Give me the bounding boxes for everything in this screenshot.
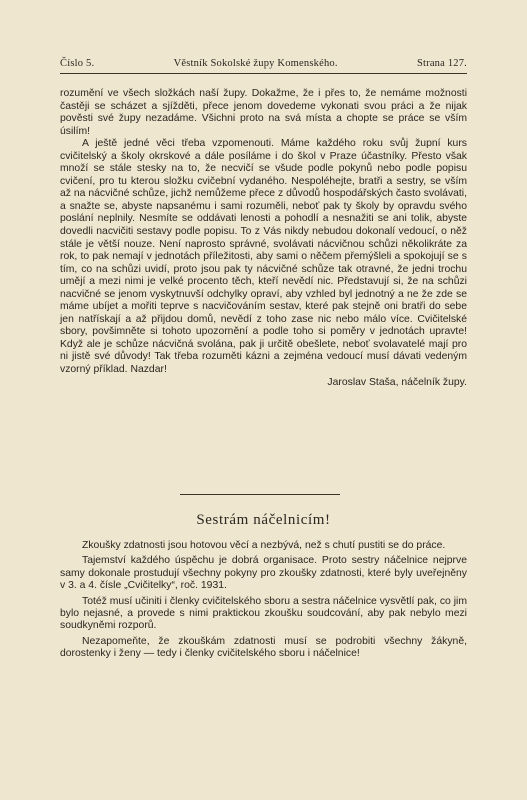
paragraph: rozumění ve všech složkách naší župy. Dokažme, že i přes to, že nemáme možnosti častěji se scházet a sjížděti, přece jenom dovedeme vykonati svou práci a že nijak pověsti své župy nezadáme. Všichni proto na svá místa a chopte se práce se vším úsilím! — [60, 88, 467, 137]
paragraph: A ještě jedné věci třeba vzpomenouti. Máme každého roku svůj župní kurs cvičitelský a školy okrskové a dále posíláme i do škol v Praze účastníky. Přesto však množí se stále stesky na to, že necvičí se všude podle pokynů nebo podle popisu cvičení, pro tu kterou složku cvičební vydaného. Nespoléhejte, bratři a sestry, se vším až na nácvičné schůze, jichž nemůžeme přece z důvodů hospodářských často svolávati, a snažte se, abyste napsanému i sami rozuměli, neboť pak ty školy by opravdu svého poslání neplnily. Nesmíte se oddávati lenosti a pohodlí a nesnažiti se ani tolik, abyste dovedli nacvičiti sestavy podle popisu. To z Vás nikdy nebudou dokonalí vedoucí, o něž stále je větší nouze. Není naprosto správné, svolávati nácvičnou schůzi několikráte za rok, to pak nemají v jednotách příležitosti, aby sami o něčem přemýšleli a spokojují se s tím, co na schůzi uvidí, proto jsou pak ty nácvičné schůze tak otravné, že jedni trochu umějí a mezi nimi je velké procento těch, kteří nevědí nic. Představují si, že na schůzi nacvičné se jenom vyskytnuvší odchylky opraví, aby vzhled byl jednotný a ne že zde se máme ubíjet a mořiti teprve s nacvičováním sestav, které pak stejně oni bratři do sebe jen natřískají a až přijdou domů, nevědí z toho zase nic nebo málo více. Cvičitelské sbory, povšimněte si tohoto upozornění a podle toho si poměry v jednotách upravte! Když ale je schůze nácvičná svolána, pak ji určitě obešlete, neboť svolavatelé mají pro ni jistě své důvody! Tak třeba rozuměti kázni a zejména vedoucí musí dávati vedeným vzorný příklad. Nazdar! — [60, 138, 467, 376]
signature: Jaroslav Staša, náčelník župy. — [327, 376, 467, 388]
header-rule — [60, 73, 467, 74]
paragraph: Totéž musí učiniti i členky cvičitelského sboru a sestra náčelnice vysvětlí pak, co jim bylo nejasné, a provede s nimi praktickou zkoušku soudcování, aby pak nebylo mezi soudkyněmi rozporů. — [60, 595, 467, 632]
article-continuation — [60, 88, 467, 389]
article-title: Sestrám náčelnicím! — [196, 512, 331, 528]
running-header — [60, 58, 467, 69]
publication-title: Věstník Sokolské župy Komenského. — [173, 58, 338, 69]
paragraph: Tajemství každého úspěchu je dobrá organisace. Proto sestry náčelnice nejprve samy dokonale prostudují všechny pokyny pro zkoušky zdatnosti, které byly uveřejněny v 3. a 4. čísle „Cvičitelky“, roč. 1931. — [60, 555, 467, 592]
article-body — [60, 540, 467, 664]
paragraph: Nezapomeňte, že zkouškám zdatnosti musí se podrobiti všechny žákyně, dorostenky i ženy — tedy i členky cvičitelského sboru i náčelnice! — [60, 635, 467, 660]
section-divider — [180, 494, 340, 495]
page-number: Strana 127. — [416, 58, 467, 69]
issue-number: Číslo 5. — [60, 58, 95, 69]
paragraph: Zkoušky zdatnosti jsou hotovou věcí a nezbývá, než s chutí pustiti se do práce. — [82, 540, 446, 551]
